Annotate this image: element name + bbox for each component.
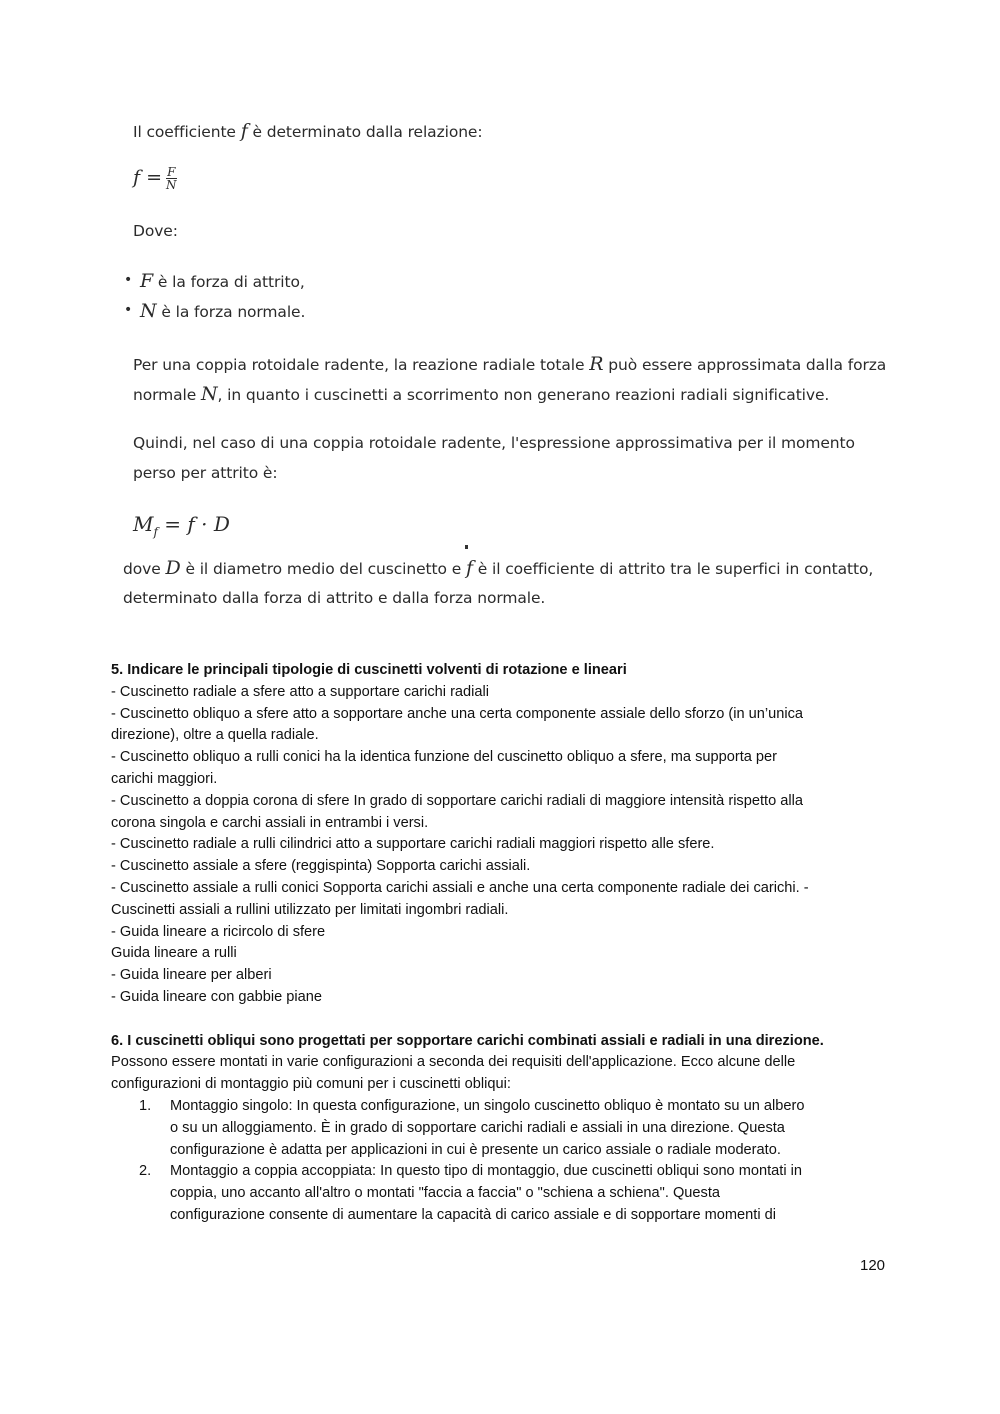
section5-line: - Guida lineare a ricircolo di sfere (111, 923, 326, 940)
fraction-numerator: F (167, 165, 176, 179)
equation-lhs: f = (133, 166, 162, 189)
cursor-mark (465, 545, 468, 549)
para-text: è il diametro medio del cuscinetto e (185, 560, 462, 578)
symbol-N: N (200, 383, 218, 405)
document-body (111, 660, 891, 1227)
section5-line: carichi maggiori. (111, 770, 218, 787)
section5-line: - Cuscinetto radiale a rulli cilindrici atto a supportare carichi radiali maggiori rispetto alle sfere. (111, 836, 715, 853)
item-line: coppia, uno accanto all'altro o montati "faccia a faccia" o "schiena a schiena". Questa (170, 1185, 721, 1202)
section5-lines (111, 682, 891, 1009)
bullet-item-normal-force (140, 300, 305, 322)
section5-line: - Guida lineare per alberi (111, 967, 272, 984)
section5-line: - Cuscinetto assiale a sfere (reggispinta) Sopporta carichi assiali. (111, 858, 531, 875)
equation-rhs: = f · D (164, 512, 230, 536)
configuration-item (111, 1096, 891, 1161)
section5-line: - Guida lineare con gabbie piane (111, 988, 322, 1005)
symbol-D: D (165, 557, 181, 579)
section5-heading: 5. Indicare le principali tipologie di cuscinetti volventi di rotazione e lineari (111, 662, 627, 678)
bullet-text: è la forza di attrito, (157, 273, 305, 291)
bullet-dot: • (124, 302, 133, 318)
para-text: può essere approssimata dalla forza (608, 356, 887, 374)
section5-line: corona singola e carchi assiali in entrambi i versi. (111, 814, 429, 831)
item-number: 1. (139, 1097, 152, 1114)
configuration-list (111, 1096, 891, 1227)
item-line: Montaggio singolo: In questa configurazione, un singolo cuscinetto obliquo è montato su un albero (170, 1097, 805, 1114)
para-text: è il coefficiente di attrito tra le superfici in contatto, (477, 560, 874, 578)
equation-friction-coefficient (133, 166, 177, 191)
item-line: configurazione consente di aumentare la capacità di carico assiale e di sopportare momenti di (170, 1206, 776, 1223)
item-line: configurazione è adatta per applicazioni in cui è presente un carico assiale o radiale moderato. (170, 1141, 781, 1158)
section5-line: direzione), oltre a quella radiale. (111, 727, 319, 744)
equation-friction-moment (133, 512, 230, 539)
symbol-f: f (240, 120, 248, 142)
intro-text: Il coefficiente (133, 123, 236, 141)
symbol-M: M (133, 512, 154, 536)
configuration-item (111, 1161, 891, 1226)
para-text: , in quanto i cuscinetti a scorrimento non generano reazioni radiali significative. (217, 386, 830, 404)
bullet-item-force-friction (140, 270, 305, 292)
section5-line: Cuscinetti assiali a rullini utilizzato per limitati ingombri radiali. (111, 901, 509, 918)
para-text: Per una coppia rotoidale radente, la reazione radiale totale (133, 356, 585, 374)
item-number: 2. (139, 1163, 152, 1180)
bullet-text: è la forza normale. (161, 303, 306, 321)
item-line: Montaggio a coppia accoppiata: In questo tipo di montaggio, due cuscinetti obliqui sono montati in (170, 1163, 802, 1180)
section5-line: - Cuscinetto obliquo a sfere atto a sopportare anche una certa componente assiale dello sforzo (in un’unica (111, 705, 803, 722)
paragraph-radial-reaction-line1 (133, 353, 886, 375)
section6-intro-line2: configurazioni di montaggio più comuni per i cuscinetti obliqui: (111, 1076, 511, 1093)
paragraph-moment-line2: perso per attrito è: (133, 464, 278, 482)
intro-rest: è determinato dalla relazione: (252, 123, 483, 141)
section6-intro-line1: Possono essere montati in varie configurazioni a seconda dei requisiti dell'applicazione. Ecco alcune delle (111, 1054, 796, 1071)
intro-line (133, 120, 483, 142)
dove-label: Dove: (133, 222, 178, 240)
paragraph-radial-reaction-line2 (133, 383, 829, 405)
paragraph-moment-line1: Quindi, nel caso di una coppia rotoidale radente, l'espressione approssimativa per il momento (133, 434, 855, 452)
fraction-denominator: N (166, 178, 177, 192)
section5-line: Guida lineare a rulli (111, 945, 237, 962)
section5-line: - Cuscinetto a doppia corona di sfere In grado di sopportare carichi radiali di maggiore intensità rispetto alla (111, 792, 803, 809)
symbol-F: F (140, 270, 154, 292)
section5-line: - Cuscinetto obliquo a rulli conici ha la identica funzione del cuscinetto obliquo a sfere, ma supporta per (111, 749, 778, 766)
para-text: dove (123, 560, 161, 578)
bullet-dot: • (124, 272, 133, 288)
section5-line: - Cuscinetto radiale a sfere atto a supportare carichi radiali (111, 683, 490, 700)
paragraph-definition-line2: determinato dalla forza di attrito e dalla forza normale. (123, 589, 546, 607)
symbol-f: f (465, 557, 473, 579)
section6-heading: 6. I cuscinetti obliqui sono progettati per sopportare carichi combinati assiali e radiali in una direzione. (111, 1032, 824, 1049)
section5-line: - Cuscinetto assiale a rulli conici Sopporta carichi assiali e anche una certa componente radiale dei carichi. - (111, 879, 809, 896)
symbol-N: N (140, 300, 157, 322)
fraction (166, 166, 177, 191)
page-number: 120 (860, 1257, 886, 1274)
para-text: normale (133, 386, 197, 404)
symbol-R: R (589, 353, 604, 375)
item-line: o su un alloggiamento. È in grado di sopportare carichi radiali e assiali in una direzione. Questa (170, 1119, 785, 1136)
embedded-screenshot (0, 0, 1000, 620)
subscript-f: f (153, 525, 158, 539)
paragraph-definition-line1 (123, 557, 873, 579)
